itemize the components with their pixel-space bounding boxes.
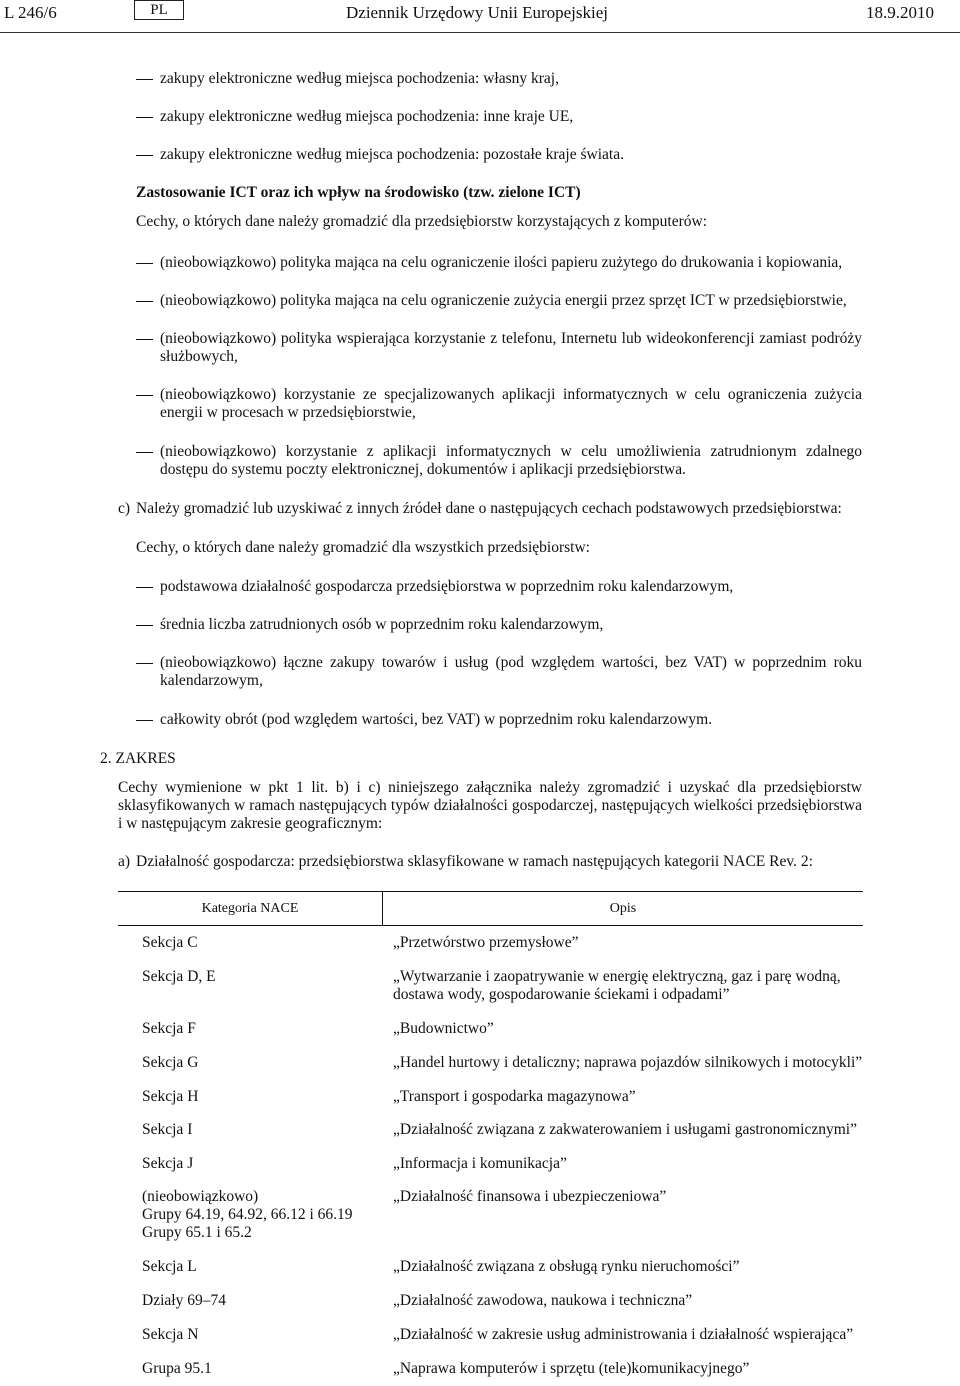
publication-date: 18.9.2010 xyxy=(866,3,934,22)
list-item: (nieobowiązkowo) korzystanie z aplikacji informatycznych w celu umożliwienia zatrudnionym zdalnego dostępu do systemu poczty elektronicznej, dokumentów i aplikacji przedsiębiorstwa. xyxy=(160,443,862,478)
section-2-text: Cechy wymienione w pkt 1 lit. b) i c) niniejszego załącznika należy zgromadzić i uzyskać dla przedsiębiorstw sklasyfikowanych w ramach następujących typów działalności gospodarczej, następujących wielkości przedsiębiorstwa i w następującym zakresie geograficznym: xyxy=(118,779,862,832)
list-item: zakupy elektroniczne według miejsca pochodzenia: pozostałe kraje świata. xyxy=(160,146,624,163)
list-item: całkowity obrót (pod względem wartości, bez VAT) w poprzednim roku kalendarzowym. xyxy=(160,711,713,728)
section-intro: Cechy, o których dane należy gromadzić dla przedsiębiorstw korzystających z komputerów: xyxy=(136,213,707,230)
list-item: (nieobowiązkowo) polityka wspierająca korzystanie z telefonu, Internetu lub wideokonferencji zamiast podróży służbowych, xyxy=(160,330,862,365)
table-header-category: Kategoria NACE xyxy=(201,901,299,916)
list-item: zakupy elektroniczne według miejsca pochodzenia: własny kraj, xyxy=(160,70,559,87)
section-c-label: c) xyxy=(118,500,131,517)
section-2a-label: a) xyxy=(118,853,131,870)
list-item: (nieobowiązkowo) polityka mająca na celu ograniczenie ilości papieru zużytego do drukowania i kopiowania, xyxy=(160,254,843,271)
list-item: średnia liczba zatrudnionych osób w poprzednim roku kalendarzowym, xyxy=(160,616,604,633)
table-top-rule xyxy=(118,891,863,892)
table-header-rule xyxy=(118,925,863,926)
section-heading: Zastosowanie ICT oraz ich wpływ na środowisko (tzw. zielone ICT) xyxy=(136,184,581,201)
section-2a-text: Działalność gospodarcza: przedsiębiorstwa sklasyfikowane w ramach następujących kategorii NACE Rev. 2: xyxy=(136,853,813,870)
journal-title: Dziennik Urzędowy Unii Europejskiej xyxy=(346,3,609,22)
section-c-text: Należy gromadzić lub uzyskiwać z innych źródeł dane o następujących cechach podstawowych przedsiębiorstwa: xyxy=(136,500,842,517)
section-2-label: 2. ZAKRES xyxy=(100,750,176,767)
list-item: (nieobowiązkowo) korzystanie ze specjalizowanych aplikacji informatycznych w celu ograniczenia zużycia energii w procesach w przedsiębiorstwie, xyxy=(160,386,862,421)
list-item: (nieobowiązkowo) polityka mająca na celu ograniczenie zużycia energii przez sprzęt ICT w przedsiębiorstwie, xyxy=(160,292,847,309)
list-item: (nieobowiązkowo) łączne zakupy towarów i usług (pod względem wartości, bez VAT) w poprzednim roku kalendarzowym, xyxy=(160,654,862,689)
table-header-description: Opis xyxy=(609,901,637,916)
list-item: zakupy elektroniczne według miejsca pochodzenia: inne kraje UE, xyxy=(160,108,574,125)
page-number: L 246/6 xyxy=(4,3,57,22)
list-item: podstawowa działalność gospodarcza przedsiębiorstwa w poprzednim roku kalendarzowym, xyxy=(160,578,734,595)
header-rule xyxy=(0,32,960,33)
language-code-box: PL xyxy=(134,0,184,20)
section-c-intro: Cechy, o których dane należy gromadzić dla wszystkich przedsiębiorstw: xyxy=(136,539,590,556)
page-header xyxy=(0,0,960,30)
